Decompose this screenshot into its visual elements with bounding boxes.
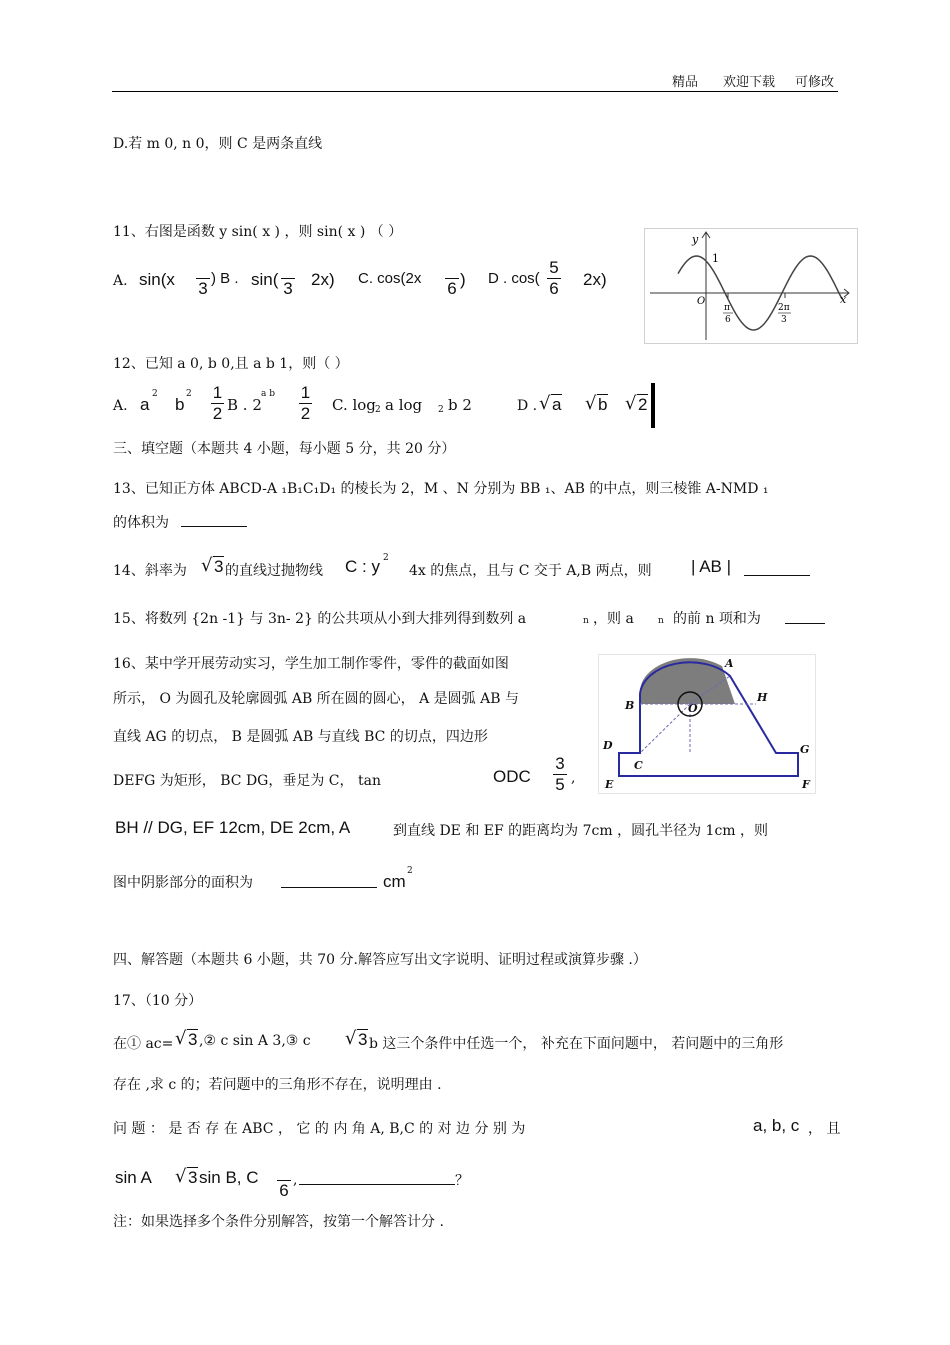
q17-title: 17、（10 分）	[113, 993, 203, 1009]
q11-option-c-fraction: 6	[445, 258, 459, 299]
q11-option-a-close: ) B .	[211, 270, 239, 287]
q11-option-a-label: A.	[113, 273, 128, 289]
q17-and: ， 且	[808, 1121, 841, 1137]
q17-sqrt3-c: √ 3	[175, 1168, 198, 1188]
q11-option-d-expr: D . cos(	[488, 270, 540, 287]
q12-option-b-fraction: 1 2	[300, 383, 311, 423]
q14-line	[113, 553, 833, 586]
q14-part-3: 4x 的焦点，且与 C 交于 A,B 两点，则	[409, 563, 652, 579]
q11-option-b-fraction: 3	[281, 258, 295, 299]
label-g: G	[800, 743, 810, 756]
q16-line-2: 所示， O 为圆孔及轮廓圆弧 AB 所在圆的圆心， A 是圆弧 AB 与	[113, 691, 519, 707]
q13-volume-label: 的体积为	[113, 515, 169, 531]
q12-option-d-label: D .	[517, 398, 538, 414]
q13-line-1: 13、已知正方体 ABCD-A ₁B₁C₁D₁ 的棱长为 2，M 、N 分别为 BB ₁、AB 的中点，则三棱锥 A-NMD ₁	[113, 481, 769, 497]
q16-unit-sup: 2	[407, 866, 413, 876]
q12-option-b-sup: a b	[261, 389, 275, 399]
label-d: D	[603, 739, 613, 752]
sine-graph	[644, 228, 858, 344]
label-c: C	[634, 759, 643, 772]
q12-option-b-label: B . 2	[227, 396, 262, 414]
q11-option-b-expr: sin(	[251, 270, 279, 289]
q12-option-c-sub1: 2	[375, 405, 381, 415]
q13-answer-blank[interactable]	[181, 526, 247, 527]
q15-part-2: ，则 a	[593, 611, 634, 627]
q12-option-a-label: A.	[113, 398, 128, 414]
q17-c-fraction: 6	[277, 1160, 291, 1201]
q15-sub-n-2: n	[658, 616, 664, 626]
q14-answer-blank[interactable]	[744, 575, 810, 576]
part-cross-section-figure	[598, 654, 816, 794]
q16-unit: cm	[383, 872, 406, 891]
q16-line-3: 直线 AG 的切点， B 是圆弧 AB 与直线 BC 的切点，四边形	[113, 729, 488, 745]
header-item-3: 可修改	[795, 75, 835, 90]
q16-line-6-text: 图中阴影部分的面积为	[113, 875, 253, 891]
q16-line-5	[113, 816, 843, 846]
graph-tick2-num: 2π	[778, 303, 790, 313]
q17-comma: ,	[293, 1172, 298, 1188]
q12-option-c-sub2: 2	[438, 405, 444, 415]
q11-option-d-fraction: 5 6	[547, 258, 561, 299]
text-cursor-bar	[651, 383, 655, 428]
q12-option-a-sup1: 2	[152, 389, 158, 399]
label-h: H	[757, 691, 768, 704]
q16-line-6	[113, 866, 513, 896]
q16-answer-blank[interactable]	[281, 887, 377, 888]
q14-ab: | AB |	[691, 557, 732, 576]
q11-option-d-tail: 2x)	[583, 270, 607, 289]
q12-option-c-mid: a log	[385, 396, 423, 414]
label-o: O	[688, 702, 698, 715]
q12-option-c-tail: b 2	[448, 396, 472, 414]
q17-sqrt3-a: √ 3	[175, 1030, 198, 1050]
q14-sqrt3: √ 3	[201, 557, 224, 577]
header-item-1: 精品	[672, 75, 699, 90]
q17-question-text: 问 题 ： 是 否 存 在 ABC ， 它 的 内 角 A, B,C 的 对 边 分 别 为	[113, 1121, 526, 1137]
label-f: F	[802, 778, 810, 791]
q12-option-a-sup2: 2	[186, 389, 192, 399]
graph-tick1-den: 6	[725, 315, 731, 325]
q16-odc: ODC	[493, 767, 531, 786]
q17-cond-1: 在① ac=	[113, 1036, 174, 1052]
graph-tick1-num: π	[724, 303, 730, 313]
q12-option-a-b: b	[175, 395, 185, 414]
q15-part-1: 15、将数列 {2n -1} 与 3n- 2} 的公共项从小到大排列得到数列 a	[113, 611, 527, 627]
q17-line-4	[113, 1160, 513, 1205]
q11-option-c-close: )	[460, 270, 466, 289]
q14-part-2: 的直线过抛物线	[225, 563, 323, 579]
q12-option-a-fraction: 1 2	[212, 383, 223, 423]
q17-sides: a, b, c	[753, 1116, 800, 1135]
graph-y-label: y	[692, 233, 699, 246]
q16-line-4	[113, 754, 613, 804]
q14-sup2: 2	[383, 553, 389, 563]
graph-one-label: 1	[712, 252, 719, 265]
q11-option-a-expr: sin(x	[139, 270, 175, 289]
section-4-heading: 四、解答题（本题共 6 小题，共 70 分.解答应写出文字说明、证明过程或演算步骤 .）	[113, 952, 647, 968]
q16-comma: ,	[571, 770, 576, 786]
header-item-2: 欢迎下载	[723, 75, 776, 90]
q14-parabola: C : y	[345, 557, 380, 576]
q16-line-4-text: DEFG 为矩形， BC DG，垂足为 C， tan	[113, 773, 381, 789]
q11-option-a-fraction: 3	[196, 258, 210, 299]
q17-sqrt3-b: √ 3	[345, 1030, 368, 1050]
q14-part-1: 14、斜率为	[113, 563, 187, 579]
q16-line-5-text: 到直线 DE 和 EF 的距离均为 7cm ，圆孔半径为 1cm ，则	[393, 823, 769, 839]
q15-part-3: 的前 n 项和为	[673, 611, 761, 627]
q16-tan-fraction: 3 5	[553, 754, 567, 795]
q17-line-1	[113, 1028, 843, 1058]
q17-cond-2: ,② c sin A 3,③ c	[199, 1033, 311, 1049]
graph-origin-label: O	[697, 296, 706, 307]
header-divider	[112, 91, 838, 92]
q16-line-5-math: BH // DG, EF 12cm, DE 2cm, A	[115, 818, 351, 837]
label-b: B	[625, 699, 635, 712]
q17-note: 注：如果选择多个条件分别解答，按第一个解答计分 .	[113, 1214, 444, 1230]
q17-cond-3: b 这三个条件中任选一个， 补充在下面问题中， 若问题中的三角形	[369, 1036, 784, 1052]
q17-condition-blank[interactable]	[299, 1184, 455, 1185]
q15-line	[113, 604, 833, 634]
q17-line-3	[113, 1114, 843, 1144]
q17-question-mark: ？	[455, 1173, 469, 1189]
q11-option-b-tail: 2x)	[311, 270, 335, 289]
q12-option-d-sqrt-b: √ b	[585, 395, 608, 415]
q11-stem: 11、右图是函数 y sin( x ) ，则 sin( x ) （ ）	[113, 224, 403, 240]
q12-stem: 12、已知 a 0, b 0,且 a b 1，则（ ）	[113, 356, 349, 372]
q13-line-2	[113, 512, 247, 532]
q17-sina: sin A	[115, 1168, 152, 1187]
q12-option-a-a: a	[140, 395, 150, 414]
section-3-heading: 三、填空题（本题共 4 小题，每小题 5 分，共 20 分）	[113, 441, 456, 457]
q12-option-d-sqrt-a: √ a	[539, 395, 562, 415]
q16-line-1: 16、某中学开展劳动实习，学生加工制作零件，零件的截面如图	[113, 656, 509, 672]
q15-answer-blank[interactable]	[785, 623, 825, 624]
label-e: E	[605, 778, 614, 791]
q17-sinb: sin B, C	[199, 1168, 259, 1187]
option-d-line: D.若 m 0, n 0，则 C 是两条直线	[113, 136, 323, 152]
graph-frame	[645, 229, 858, 344]
q17-line-2: 存在 ,求 c 的；若问题中的三角形不存在，说明理由 .	[113, 1077, 442, 1093]
q12-options	[113, 383, 673, 433]
graph-tick2-den: 3	[781, 315, 787, 325]
q11-option-c-expr: C. cos(2x	[358, 270, 422, 287]
graph-x-label: x	[840, 293, 847, 306]
q12-option-d-sqrt-2: √ 2	[625, 395, 648, 415]
label-a: A	[725, 657, 734, 670]
q12-option-c-label: C. log	[332, 396, 376, 414]
q15-sub-n-1: n	[583, 616, 589, 626]
